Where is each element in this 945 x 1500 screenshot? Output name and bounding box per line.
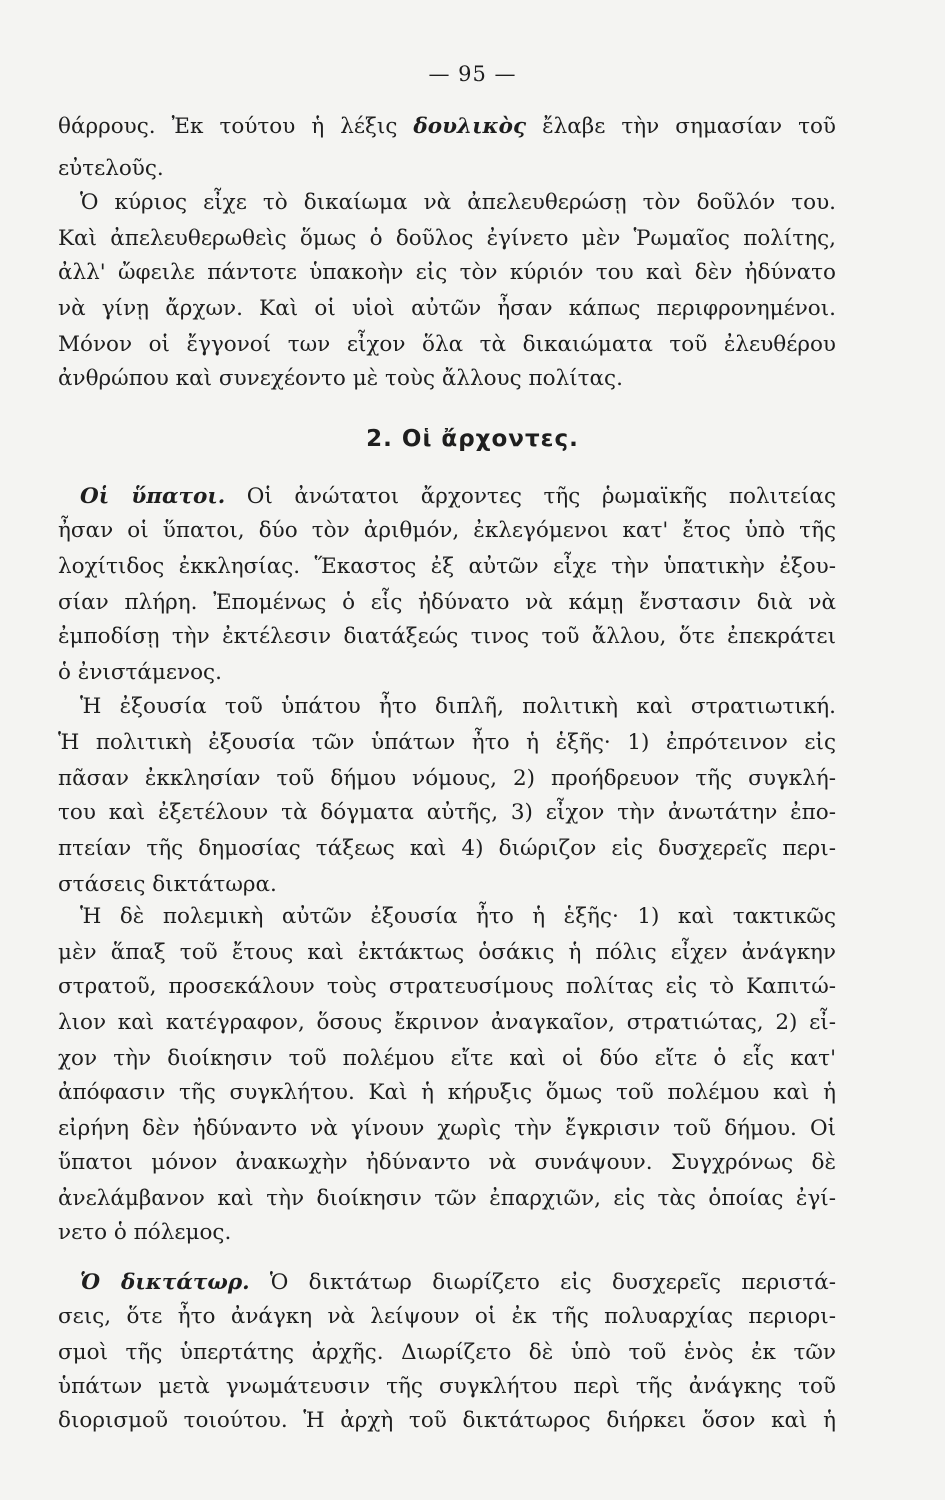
page-number: — 95 — bbox=[428, 62, 517, 86]
text-line: του καὶ ἐξετέλουν τὰ δόγματα αὐτῆς, 3) εἶχον τὴν ἀνωτάτην ἐπο- bbox=[58, 800, 836, 825]
text-line: ἀλλ' ὤφειλε πάντοτε ὑπακοὴν εἰς τὸν κύριόν του καὶ δὲν ἠδύνατο bbox=[58, 260, 836, 285]
text-line: εὐτελοῦς. bbox=[58, 156, 164, 181]
text-line: ἐμποδίσῃ τὴν ἐκτέλεσιν διατάξεώς τινος τοῦ ἄλλου, ὅτε ἐπεκράτει bbox=[58, 624, 836, 649]
text-line: χον τὴν διοίκησιν τοῦ πολέμου εἴτε καὶ οἱ δύο εἴτε ὁ εἷς κατ' bbox=[58, 1046, 836, 1071]
text-line: ἀνελάμβανον καὶ τὴν διοίκησιν τῶν ἐπαρχιῶν, εἰς τὰς ὁποίας ἐγί- bbox=[58, 1186, 836, 1211]
emphasized-word: δουλικὸς bbox=[413, 114, 527, 139]
text-line: Ἡ δὲ πολεμικὴ αὐτῶν ἐξουσία ἦτο ἡ ἑξῆς· 1) καὶ τακτικῶς bbox=[80, 904, 836, 929]
text-line: Καὶ ἀπελευθερωθεὶς ὅμως ὁ δοῦλος ἐγίνετο μὲν Ῥωμαῖος πολίτης, bbox=[58, 226, 836, 251]
text-line bbox=[58, 112, 836, 142]
text-line: Ἡ ἐξουσία τοῦ ὑπάτου ἦτο διπλῆ, πολιτικὴ καὶ στρατιωτική. bbox=[80, 694, 836, 719]
text-line: στάσεις δικτάτωρα. bbox=[58, 872, 277, 897]
text-span: Ὁ δικτάτωρ διωρίζετο εἰς δυσχερεῖς περιστά- bbox=[269, 1270, 837, 1295]
text-line: νὰ γίνῃ ἄρχων. Καὶ οἱ υἱοὶ αὐτῶν ἦσαν κάπως περιφρονημένοι. bbox=[58, 296, 836, 321]
text-line: σμοὶ τῆς ὑπερτάτης ἀρχῆς. Διωρίζετο δὲ ὑπὸ τοῦ ἑνὸς ἐκ τῶν bbox=[58, 1340, 836, 1365]
text-span: Οἱ ἀνώτατοι ἄρχοντες τῆς ῥωμαϊκῆς πολιτείας bbox=[246, 484, 836, 509]
text-line: πτείαν τῆς δημοσίας τάξεως καὶ 4) διώριζον εἰς δυσχερεῖς περι- bbox=[58, 836, 836, 861]
text-line: Ἡ πολιτικὴ ἐξουσία τῶν ὑπάτων ἦτο ἡ ἑξῆς· 1) ἐπρότεινον εἰς bbox=[58, 730, 836, 755]
text-span: θάρρους. Ἐκ τούτου ἡ λέξις bbox=[58, 114, 398, 139]
text-line: εἰρήνη δὲν ἠδύναντο νὰ γίνουν χωρὶς τὴν ἔγκρισιν τοῦ δήμου. Οἱ bbox=[58, 1116, 836, 1141]
text-line: λοχίτιδος ἐκκλησίας. Ἕκαστος ἐξ αὐτῶν εἶχε τὴν ὑπατικὴν ἐξου- bbox=[58, 554, 836, 579]
run-in-heading: Ὁ δικτάτωρ. bbox=[80, 1270, 250, 1295]
text-line: νετο ὁ πόλεμος. bbox=[58, 1220, 232, 1245]
text-line: ὕπατοι μόνον ἀνακωχὴν ἠδύναντο νὰ συνάψουν. Συγχρόνως δὲ bbox=[58, 1150, 836, 1175]
run-in-heading: Οἱ ὕπατοι. bbox=[80, 484, 226, 509]
text-line: λιον καὶ κατέγραφον, ὅσους ἔκρινον ἀναγκαῖον, στρατιώτας, 2) εἶ- bbox=[58, 1010, 836, 1035]
section-heading: 2. Οἱ ἄρχοντες. bbox=[366, 426, 579, 452]
text-line: σεις, ὅτε ἦτο ἀνάγκη νὰ λείψουν οἱ ἐκ τῆς πολυαρχίας περιορι- bbox=[58, 1304, 836, 1329]
text-line: ὑπάτων μετὰ γνωμάτευσιν τῆς συγκλήτου περὶ τῆς ἀνάγκης τοῦ bbox=[58, 1374, 836, 1399]
text-line: πᾶσαν ἐκκλησίαν τοῦ δήμου νόμους, 2) προήδρευον τῆς συγκλή- bbox=[58, 766, 836, 791]
text-span: ἔλαβε τὴν σημασίαν τοῦ bbox=[542, 114, 836, 139]
text-line: στρατοῦ, προσεκάλουν τοὺς στρατευσίμους πολίτας εἰς τὸ Καπιτώ- bbox=[58, 974, 836, 999]
text-line: Ὁ κύριος εἶχε τὸ δικαίωμα νὰ ἀπελευθερώσῃ τὸν δοῦλόν του. bbox=[80, 190, 836, 215]
text-line bbox=[58, 482, 836, 512]
text-line: ἦσαν οἱ ὕπατοι, δύο τὸν ἀριθμόν, ἐκλεγόμενοι κατ' ἔτος ὑπὸ τῆς bbox=[58, 518, 836, 543]
text-line: διορισμοῦ τοιούτου. Ἡ ἀρχὴ τοῦ δικτάτωρος διήρκει ὅσον καὶ ἡ bbox=[58, 1408, 836, 1433]
text-line: Μόνον οἱ ἔγγονοί των εἶχον ὅλα τὰ δικαιώματα τοῦ ἐλευθέρου bbox=[58, 332, 836, 357]
text-line: ἀνθρώπου καὶ συνεχέοντο μὲ τοὺς ἄλλους πολίτας. bbox=[58, 366, 623, 391]
text-line: ἀπόφασιν τῆς συγκλήτου. Καὶ ἡ κήρυξις ὅμως τοῦ πολέμου καὶ ἡ bbox=[58, 1080, 836, 1105]
text-line: σίαν πλήρη. Ἐπομένως ὁ εἷς ἠδύνατο νὰ κάμῃ ἔνστασιν διὰ νὰ bbox=[58, 590, 836, 615]
text-line: ὁ ἐνιστάμενος. bbox=[58, 660, 222, 685]
text-line bbox=[58, 1268, 836, 1298]
text-line: μὲν ἅπαξ τοῦ ἔτους καὶ ἐκτάκτως ὁσάκις ἡ πόλις εἶχεν ἀνάγκην bbox=[58, 940, 836, 965]
